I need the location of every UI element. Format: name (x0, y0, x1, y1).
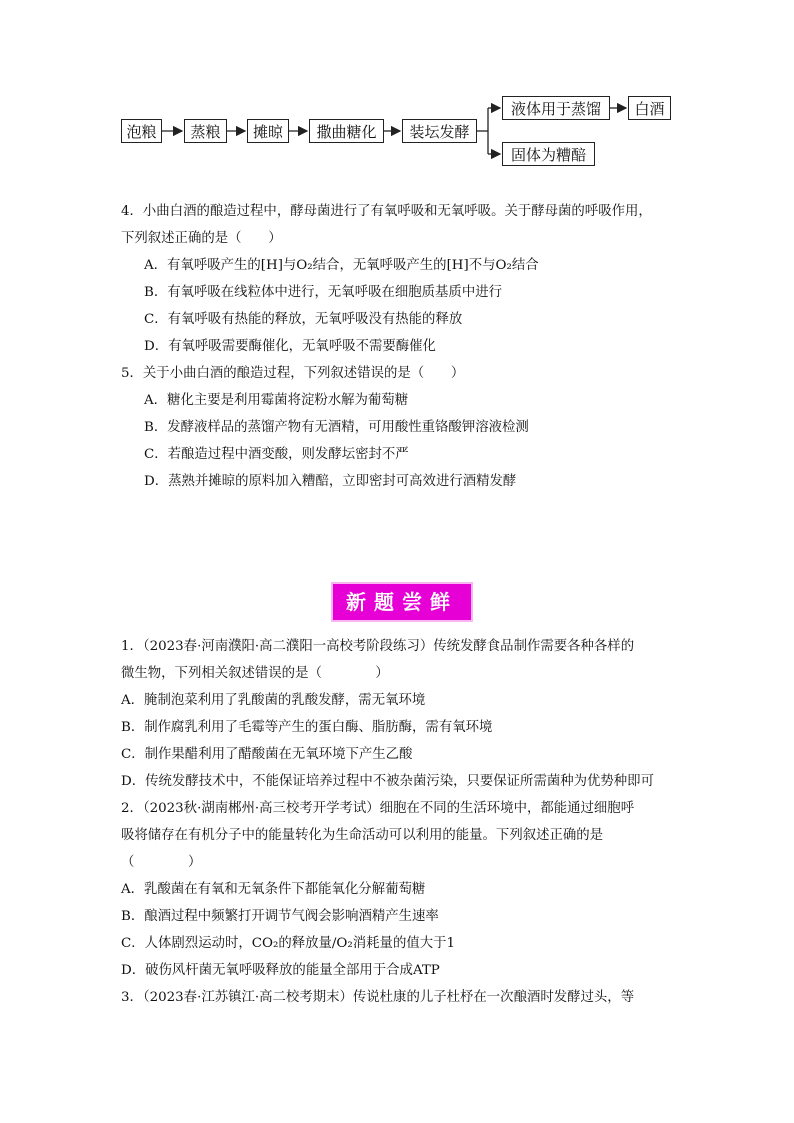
n2-stem-line1: 2．（2023秋·湖南郴州·高三校考开学考试）细胞在不同的生活环境中，都能通过细胞呼 (121, 801, 635, 816)
n1-option-a: A．腌制泡菜利用了乳酸菌的乳酸发酵，需无氧环境 (121, 693, 426, 708)
section-title-new-questions: 新题尝鲜 (333, 584, 471, 620)
q4-stem-line1: 4．小曲白酒的酿造过程中，酵母菌进行了有氧呼吸和无氧呼吸。关于酵母菌的呼吸作用， (121, 204, 652, 219)
n2-option-a: A．乳酸菌在有氧和无氧条件下都能氧化分解葡萄糖 (121, 882, 426, 897)
n1-option-d: D．传统发酵技术中，不能保证培养过程中不被杂菌污染，只要保证所需菌种为优势种即可 (121, 774, 654, 789)
n1-option-b: B．制作腐乳利用了毛霉等产生的蛋白酶、脂肪酶，需有氧环境 (121, 720, 493, 735)
q5-option-a: A．糖化主要是利用霉菌将淀粉水解为葡萄糖 (144, 393, 409, 408)
flow-branch-liquid: 液体用于蒸馏 (502, 96, 610, 120)
q4-option-a: A．有氧呼吸产生的[H]与O₂结合，无氧呼吸产生的[H]不与O₂结合 (144, 258, 539, 273)
n2-option-d: D．破伤风杆菌无氧呼吸释放的能量全部用于合成ATP (121, 963, 440, 978)
flow-end-baijiu: 白酒 (628, 96, 671, 120)
flow-step-saccharify: 撒曲糖化 (309, 119, 384, 143)
n1-stem-line2: 微生物，下列相关叙述错误的是（ ） (121, 666, 389, 681)
flow-branch-solid: 固体为糟醅 (502, 142, 595, 166)
q5-stem-line1: 5．关于小曲白酒的酿造过程，下列叙述错误的是（ ） (121, 366, 465, 381)
q5-option-b: B．发酵液样品的蒸馏产物有无酒精，可用酸性重铬酸钾溶液检测 (144, 420, 529, 435)
n2-stem-line2: 吸将储存在有机分子中的能量转化为生命活动可以利用的能量。下列叙述正确的是 (121, 828, 604, 843)
flow-arrows (0, 0, 794, 180)
process-flow-diagram (0, 0, 794, 180)
n3-stem-line1: 3．（2023春·江苏镇江·高二校考期末）传说杜康的儿子杜杼在一次酿酒时发酵过头，等 (121, 990, 635, 1005)
q4-option-c: C．有氧呼吸有热能的释放，无氧呼吸没有热能的释放 (144, 312, 463, 327)
q4-option-b: B．有氧呼吸在线粒体中进行，无氧呼吸在细胞质基质中进行 (144, 285, 502, 300)
q5-option-d: D．蒸熟并摊晾的原料加入糟醅，立即密封可高效进行酒精发酵 (144, 474, 517, 489)
flow-step-ferment: 装坛发酵 (402, 119, 477, 143)
n1-stem-line1: 1．（2023春·河南濮阳·高二濮阳一高校考阶段练习）传统发酵食品制作需要各种各样的 (121, 639, 635, 654)
flow-step-spread-cool: 摊晾 (247, 119, 289, 143)
flow-step-steam: 蒸粮 (184, 119, 227, 143)
q4-option-d: D．有氧呼吸需要酶催化，无氧呼吸不需要酶催化 (144, 339, 436, 354)
n2-stem-line3: （ ） (121, 855, 202, 870)
q5-option-c: C．若酿造过程中酒变酸，则发酵坛密封不严 (144, 447, 409, 462)
n1-option-c: C．制作果醋利用了醋酸菌在无氧环境下产生乙酸 (121, 747, 413, 762)
flow-step-soak: 泡粮 (121, 119, 162, 143)
q4-stem-line2: 下列叙述正确的是（ ） (121, 231, 282, 246)
n2-option-c: C．人体剧烈运动时，CO₂的释放量/O₂消耗量的值大于1 (121, 936, 456, 951)
n2-option-b: B．酿酒过程中频繁打开调节气阀会影响酒精产生速率 (121, 909, 439, 924)
